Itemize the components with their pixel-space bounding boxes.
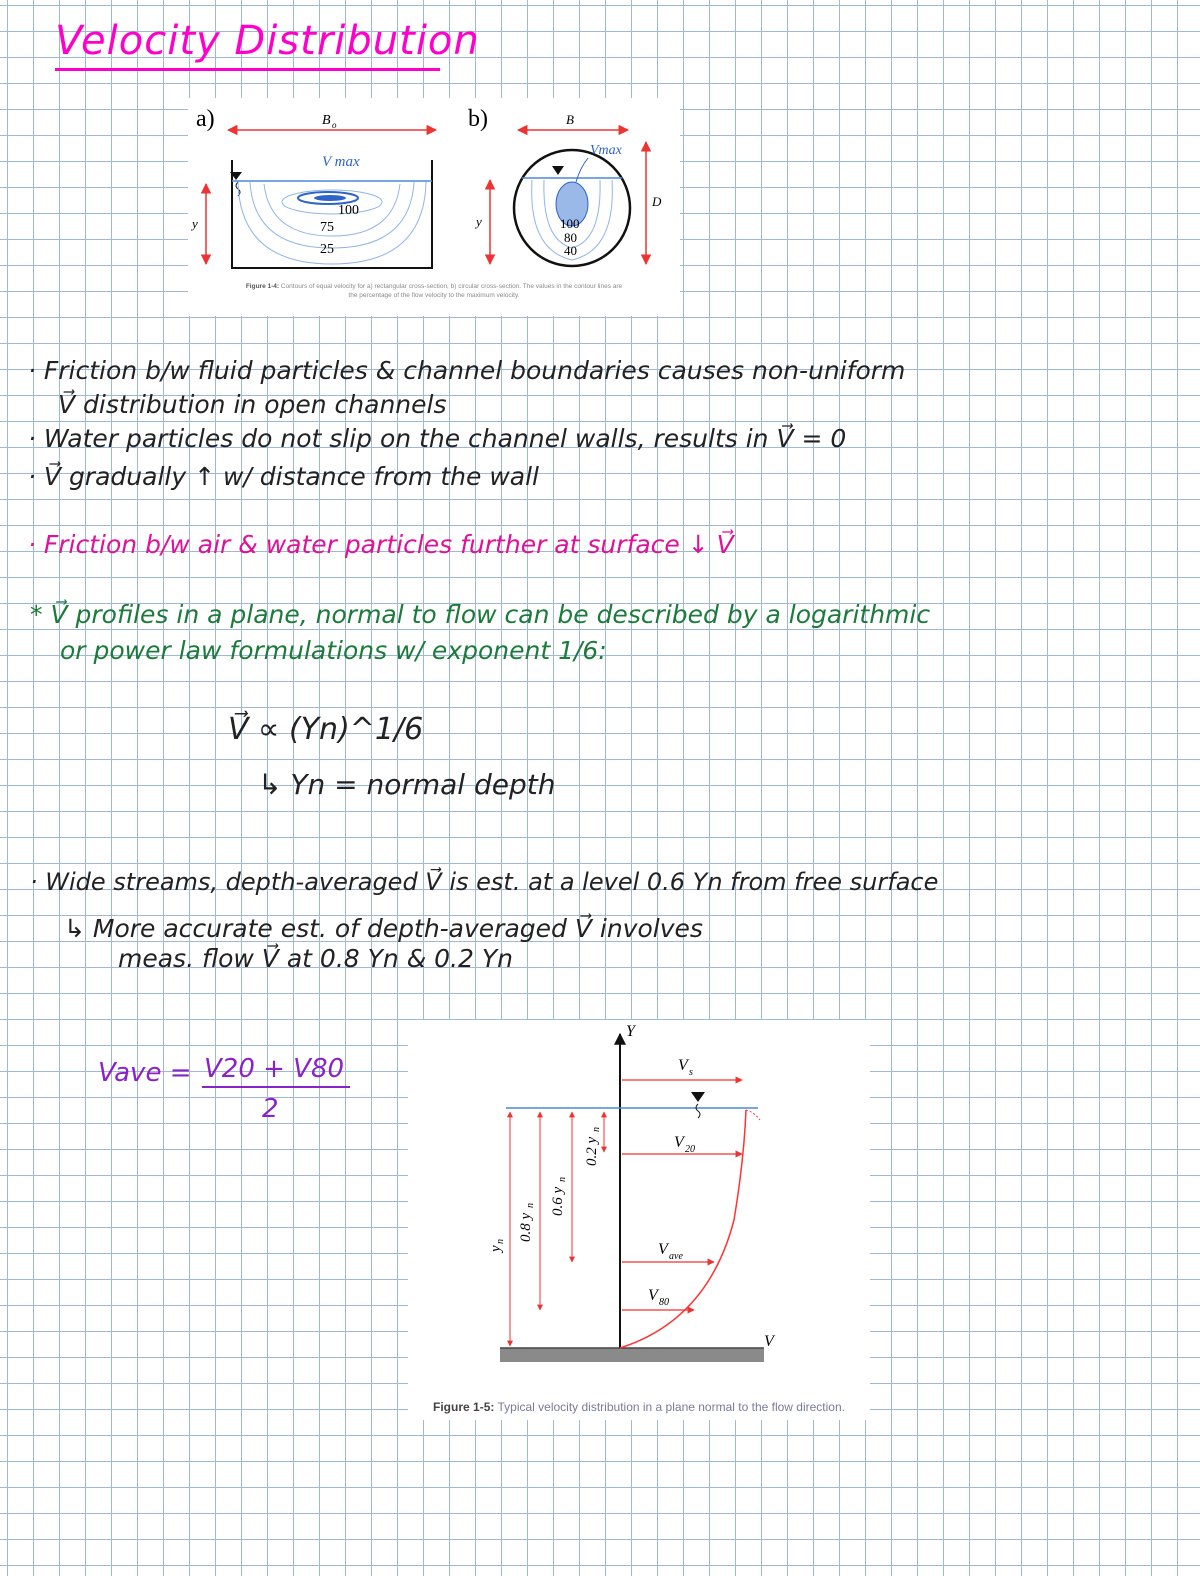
a-contour-75: 75 (320, 220, 334, 235)
water-symbol (691, 1092, 705, 1102)
y-axis-label: Y (626, 1023, 635, 1040)
a-width-sub: o (332, 120, 337, 130)
note-wide-streams-2: ↳ More accurate est. of depth-averaged V⃗ involves (64, 914, 703, 943)
v80-sub: 80 (659, 1297, 669, 1308)
figure-1-5 (408, 1020, 870, 1420)
note-friction-1: · Friction b/w fluid particles & channel boundaries causes non-uniform (28, 356, 906, 385)
note-gradual-increase: · V⃗ gradually ↑ w/ distance from the wall (28, 462, 539, 491)
d02-label: 0.2 y (584, 1136, 600, 1166)
note-profiles-1: * V⃗ profiles in a plane, normal to flow can be described by a logarithmic (30, 600, 931, 629)
a-contour-100: 100 (338, 203, 359, 218)
vs-sub: s (689, 1067, 693, 1078)
channel-bed (500, 1348, 764, 1362)
d08-sub: n (525, 1203, 536, 1208)
vave-label: V (658, 1241, 668, 1258)
figure-1-4-caption-line1: Contours of equal velocity for a) rectangular cross-section, b) circular cross-section. The values in the contour lines are (279, 283, 623, 290)
note-wide-streams-1: · Wide streams, depth-averaged V⃗ is est. at a level 0.6 Yn from free surface (30, 868, 939, 896)
formula-lhs: Vave = (98, 1058, 192, 1088)
note-air-friction: · Friction b/w air & water particles further at surface ↓ V⃗ (28, 530, 734, 559)
a-depth-label: y (192, 216, 198, 231)
figure-1-4 (188, 98, 680, 316)
figure-1-5-caption-lead: Figure 1-5: (433, 1400, 495, 1414)
x-axis-label: V (764, 1333, 774, 1350)
b-contour-100: 100 (560, 216, 580, 231)
a-vmax-annotation: V max (322, 154, 360, 170)
v80-label: V (648, 1287, 658, 1304)
a-max-zone (314, 195, 346, 201)
proportionality: V⃗ ∝ (Yn)^1/6 (228, 712, 424, 747)
b-water-symbol (552, 166, 564, 175)
title-underline (55, 68, 440, 71)
b-contour-40: 40 (564, 243, 577, 258)
figure-1-4-caption (188, 282, 680, 300)
d02-sub: n (591, 1127, 602, 1132)
figure-1-5-caption-text: Typical velocity distribution in a plane normal to the flow direction. (494, 1400, 845, 1414)
vs-label: V (678, 1057, 688, 1074)
v20-label: V (674, 1134, 684, 1151)
formula-denominator: 2 (262, 1094, 279, 1124)
a-contour-1 (282, 190, 382, 214)
a-width-label: B (322, 113, 331, 128)
figure-1-4-caption-line2: the percentage of the flow velocity to the maximum velocity. (348, 292, 520, 299)
d06-sub: n (557, 1177, 568, 1182)
b-contour-80: 80 (564, 230, 577, 245)
b-vmax-annotation: Vmax (590, 143, 622, 158)
d08-label: 0.8 y (518, 1212, 534, 1242)
figure-1-4-caption-lead: Figure 1-4: (245, 283, 280, 290)
b-depth-label: y (476, 214, 482, 229)
b-diameter-label: D (652, 194, 662, 209)
b-width-label: B (566, 112, 574, 127)
figure-1-5-diagram (408, 1020, 870, 1400)
yn-sub: n (495, 1239, 506, 1244)
panel-a-label: a) (196, 106, 215, 132)
page-title: Velocity Distribution (55, 18, 480, 64)
panel-b-label: b) (468, 106, 488, 132)
surface-profile-dashed (746, 1110, 760, 1120)
yn-label: y (488, 1245, 504, 1252)
d06-label: 0.6 y (550, 1186, 566, 1216)
normal-depth-note: ↳ Yn = normal depth (258, 768, 556, 801)
note-no-slip: · Water particles do not slip on the channel walls, results in V⃗ = 0 (28, 424, 847, 453)
vave-sub: ave (669, 1251, 683, 1262)
water-squiggle (696, 1104, 700, 1118)
note-profiles-2: or power law formulations w/ exponent 1/6: (60, 636, 607, 665)
figure-1-5-caption (408, 1400, 870, 1414)
note-wide-streams-3: meas. flow V⃗ at 0.8 Yn & 0.2 Yn (118, 944, 513, 973)
formula-numerator: V20 + V80 (202, 1054, 350, 1088)
note-friction-2: V⃗ distribution in open channels (58, 390, 447, 419)
a-contour-25: 25 (320, 242, 334, 257)
v20-sub: 20 (685, 1144, 695, 1155)
